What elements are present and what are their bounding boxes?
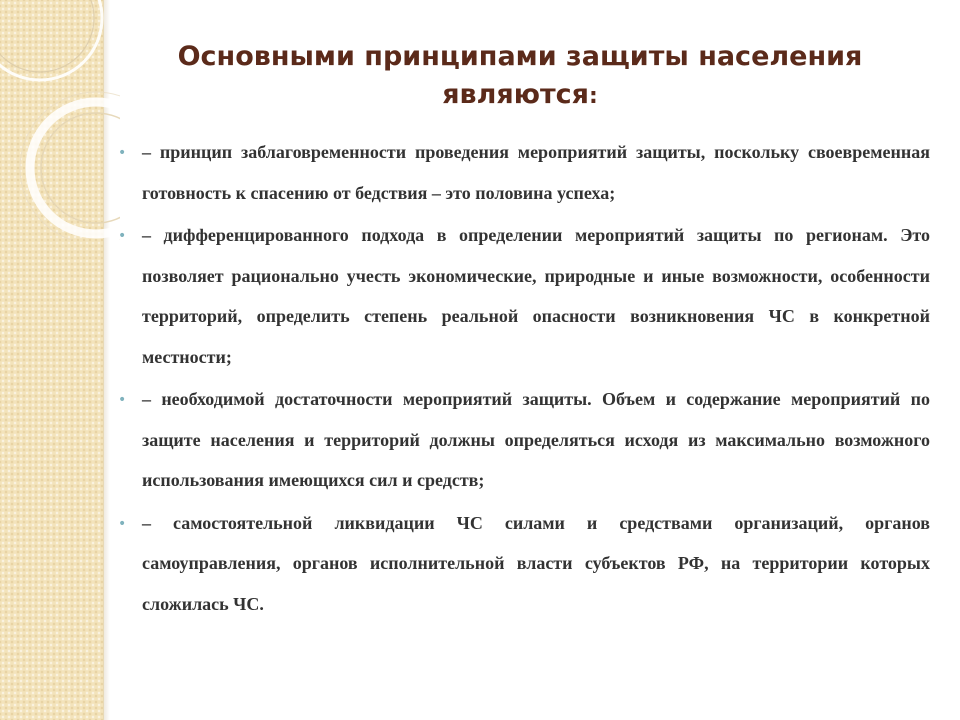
- decorative-rings-icon: [0, 0, 120, 240]
- bullet-list: [118, 132, 930, 626]
- bullet-dot-icon: •: [118, 392, 127, 408]
- bullet-dot-icon: •: [118, 145, 127, 161]
- slide-title: [170, 38, 870, 116]
- bullet-text: – дифференцированного подхода в определении мероприятий защиты по регионам. Это позволяет рационально учесть экономические, природные и иные возможности, особенности территорий, определить степень реальной опасности возникновения ЧС в конкретной местности;: [142, 225, 930, 367]
- list-item: [118, 379, 930, 501]
- slide-title-colon: :: [588, 84, 598, 109]
- list-item: [118, 503, 930, 625]
- bullet-text: – самостоятельной ликвидации ЧС силами и средствами организаций, органов самоуправления, органов исполнительной власти субъектов РФ, на территории которых сложилась ЧС.: [142, 512, 930, 614]
- bullet-text: – необходимой достаточности мероприятий защиты. Объем и содержание мероприятий по защите населения и территорий должны определяться исходя из максимально возможного использования имеющихся сил и средств;: [142, 389, 930, 490]
- list-item: [118, 132, 930, 213]
- bullet-text: – принцип заблаговременности проведения мероприятий защиты, поскольку своевременная готовность к спасению от бедствия – это половина успеха;: [142, 142, 930, 203]
- slide-title-text: Основными принципами защиты населения являются: [177, 41, 863, 110]
- bullet-dot-icon: •: [118, 515, 127, 532]
- bullet-dot-icon: •: [118, 228, 127, 244]
- list-item: [118, 215, 930, 377]
